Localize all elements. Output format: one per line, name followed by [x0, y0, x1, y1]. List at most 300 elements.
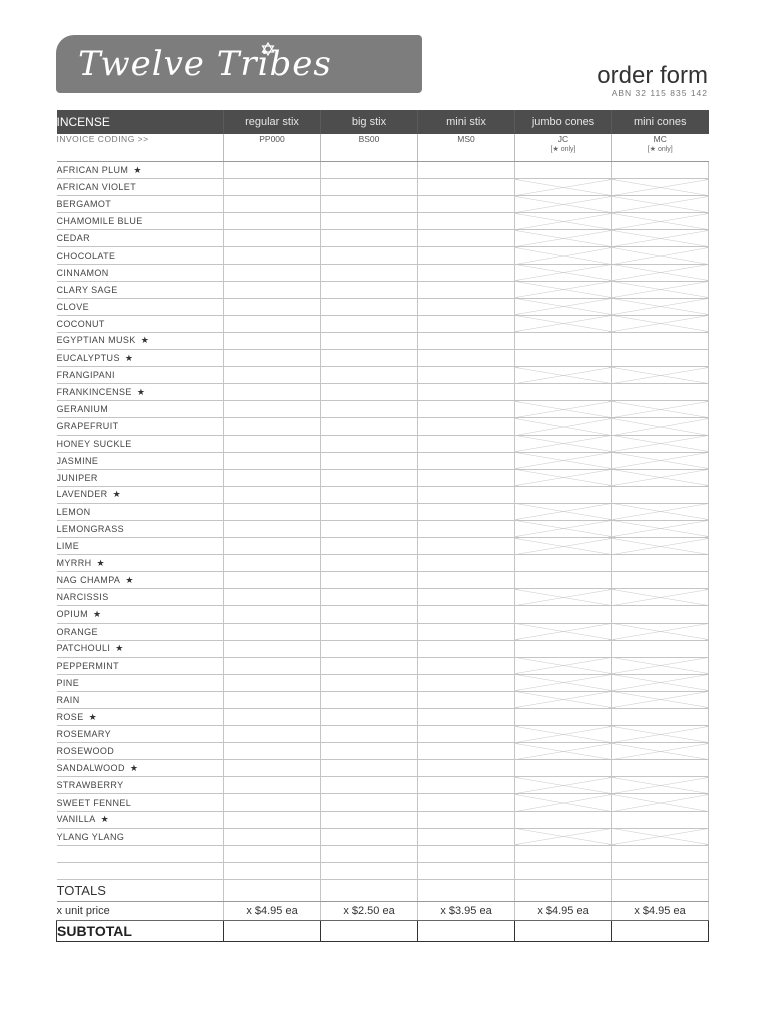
unavailable-cell [612, 367, 709, 384]
quantity-cell[interactable] [224, 503, 321, 520]
quantity-cell[interactable] [321, 469, 418, 486]
quantity-cell[interactable] [418, 520, 515, 537]
star-icon: ★ [125, 574, 134, 585]
table-row [57, 315, 709, 332]
unavailable-cell [515, 298, 612, 315]
quantity-cell[interactable] [224, 640, 321, 657]
quantity-cell[interactable] [224, 760, 321, 777]
quantity-cell[interactable] [612, 486, 709, 503]
quantity-cell[interactable] [224, 247, 321, 264]
quantity-cell[interactable] [418, 589, 515, 606]
quantity-cell[interactable] [612, 555, 709, 572]
quantity-cell[interactable] [612, 606, 709, 623]
total-cell[interactable] [612, 879, 709, 901]
quantity-cell[interactable] [418, 486, 515, 503]
table-row [57, 179, 709, 196]
quantity-cell[interactable] [418, 230, 515, 247]
quantity-cell[interactable] [418, 469, 515, 486]
quantity-cell[interactable] [418, 315, 515, 332]
incense-name: COCONUT [57, 315, 224, 332]
column-header-row [57, 110, 709, 134]
quantity-cell[interactable] [224, 572, 321, 589]
incense-name: CINNAMON [57, 264, 224, 281]
quantity-cell[interactable] [224, 230, 321, 247]
unavailable-cell [515, 435, 612, 452]
quantity-cell[interactable] [224, 196, 321, 213]
unavailable-cell [515, 726, 612, 743]
quantity-cell[interactable] [321, 726, 418, 743]
star-icon: ★ [133, 164, 142, 175]
quantity-cell[interactable] [224, 281, 321, 298]
quantity-cell[interactable] [418, 709, 515, 726]
unavailable-cell [612, 777, 709, 794]
quantity-cell[interactable] [418, 162, 515, 179]
star-icon: ★ [100, 814, 110, 825]
quantity-cell[interactable] [224, 298, 321, 315]
star-icon: ★ [129, 762, 139, 773]
quantity-cell[interactable] [321, 350, 418, 367]
incense-name: CHOCOLATE [57, 247, 224, 264]
unavailable-cell [612, 520, 709, 537]
table-row [57, 794, 709, 811]
quantity-cell[interactable] [321, 828, 418, 845]
invoice-coding-label: INVOICE CODING >> [57, 134, 224, 162]
unit-price: x $3.95 ea [418, 901, 515, 920]
quantity-cell[interactable] [224, 384, 321, 401]
quantity-cell[interactable] [224, 520, 321, 537]
unavailable-cell [515, 623, 612, 640]
quantity-cell[interactable] [321, 315, 418, 332]
quantity-cell[interactable] [224, 332, 321, 349]
incense-name: PEPPERMINT [57, 657, 224, 674]
subtotal-cell[interactable] [612, 920, 709, 941]
quantity-cell[interactable] [224, 674, 321, 691]
quantity-cell[interactable] [224, 777, 321, 794]
table-row [57, 623, 709, 640]
unavailable-cell [515, 828, 612, 845]
quantity-cell[interactable] [321, 862, 418, 879]
quantity-cell[interactable] [224, 367, 321, 384]
table-row [57, 657, 709, 674]
quantity-cell[interactable] [515, 332, 612, 349]
quantity-cell[interactable] [418, 555, 515, 572]
quantity-cell[interactable] [612, 811, 709, 828]
quantity-cell[interactable] [515, 350, 612, 367]
unavailable-cell [612, 743, 709, 760]
quantity-cell[interactable] [321, 247, 418, 264]
quantity-cell[interactable] [612, 162, 709, 179]
subtotal-cell[interactable] [515, 920, 612, 941]
quantity-cell[interactable] [321, 845, 418, 862]
table-row [57, 777, 709, 794]
quantity-cell[interactable] [224, 486, 321, 503]
quantity-cell[interactable] [321, 640, 418, 657]
quantity-cell[interactable] [418, 691, 515, 708]
quantity-cell[interactable] [418, 777, 515, 794]
unavailable-cell [612, 691, 709, 708]
incense-name: SANDALWOOD ★ [57, 760, 224, 777]
unavailable-cell [612, 213, 709, 230]
incense-name: GRAPEFRUIT [57, 418, 224, 435]
unavailable-cell [612, 538, 709, 555]
incense-name [57, 845, 224, 862]
table-row [57, 213, 709, 230]
unavailable-cell [515, 538, 612, 555]
unavailable-cell [515, 213, 612, 230]
quantity-cell[interactable] [418, 264, 515, 281]
star-of-david-icon [261, 42, 275, 56]
column-header: mini stix [418, 110, 515, 134]
quantity-cell[interactable] [224, 589, 321, 606]
quantity-cell[interactable] [321, 332, 418, 349]
unavailable-cell [612, 589, 709, 606]
incense-name: LIME [57, 538, 224, 555]
table-row [57, 350, 709, 367]
quantity-cell[interactable] [418, 350, 515, 367]
quantity-cell[interactable] [224, 315, 321, 332]
quantity-cell[interactable] [418, 435, 515, 452]
quantity-cell[interactable] [515, 486, 612, 503]
quantity-cell[interactable] [321, 418, 418, 435]
quantity-cell[interactable] [418, 384, 515, 401]
quantity-cell[interactable] [224, 726, 321, 743]
quantity-cell[interactable] [612, 572, 709, 589]
quantity-cell[interactable] [321, 777, 418, 794]
quantity-cell[interactable] [224, 862, 321, 879]
column-header: mini cones [612, 110, 709, 134]
subtotal-cell[interactable] [224, 920, 321, 941]
incense-name: NARCISSIS [57, 589, 224, 606]
quantity-cell[interactable] [515, 572, 612, 589]
unavailable-cell [612, 469, 709, 486]
quantity-cell[interactable] [418, 657, 515, 674]
unit-price-row [57, 901, 709, 920]
unavailable-cell [612, 623, 709, 640]
incense-name: CLARY SAGE [57, 281, 224, 298]
totals-label: TOTALS [57, 879, 224, 901]
quantity-cell[interactable] [321, 606, 418, 623]
incense-name: FRANGIPANI [57, 367, 224, 384]
quantity-cell[interactable] [321, 435, 418, 452]
unavailable-cell [515, 452, 612, 469]
quantity-cell[interactable] [321, 811, 418, 828]
section-label: INCENSE [57, 110, 224, 134]
quantity-cell[interactable] [612, 845, 709, 862]
quantity-cell[interactable] [321, 298, 418, 315]
quantity-cell[interactable] [418, 367, 515, 384]
subtotal-label: SUBTOTAL [57, 920, 224, 941]
quantity-cell[interactable] [321, 162, 418, 179]
quantity-cell[interactable] [321, 230, 418, 247]
quantity-cell[interactable] [612, 709, 709, 726]
incense-name: LEMONGRASS [57, 520, 224, 537]
quantity-cell[interactable] [515, 162, 612, 179]
quantity-cell[interactable] [418, 452, 515, 469]
unavailable-cell [612, 503, 709, 520]
quantity-cell[interactable] [418, 862, 515, 879]
quantity-cell[interactable] [418, 743, 515, 760]
table-row [57, 760, 709, 777]
quantity-cell[interactable] [321, 281, 418, 298]
quantity-cell[interactable] [224, 452, 321, 469]
table-row [57, 247, 709, 264]
quantity-cell[interactable] [321, 709, 418, 726]
quantity-cell[interactable] [418, 179, 515, 196]
total-cell[interactable] [321, 879, 418, 901]
incense-name: NAG CHAMPA ★ [57, 572, 224, 589]
quantity-cell[interactable] [224, 435, 321, 452]
quantity-cell[interactable] [321, 452, 418, 469]
quantity-cell[interactable] [321, 674, 418, 691]
incense-name: SWEET FENNEL [57, 794, 224, 811]
star-icon: ★ [140, 335, 150, 346]
incense-name: YLANG YLANG [57, 828, 224, 845]
quantity-cell[interactable] [418, 640, 515, 657]
table-row [57, 589, 709, 606]
star-icon: ★ [136, 386, 146, 397]
incense-name: LEMON [57, 503, 224, 520]
invoice-code: PP000 [224, 134, 321, 162]
quantity-cell[interactable] [612, 760, 709, 777]
quantity-cell[interactable] [224, 606, 321, 623]
incense-name: PINE [57, 674, 224, 691]
quantity-cell[interactable] [224, 794, 321, 811]
quantity-cell[interactable] [321, 179, 418, 196]
quantity-cell[interactable] [515, 845, 612, 862]
incense-name: AFRICAN PLUM ★ [57, 162, 224, 179]
total-cell[interactable] [224, 879, 321, 901]
quantity-cell[interactable] [612, 332, 709, 349]
quantity-cell[interactable] [321, 401, 418, 418]
column-header: regular stix [224, 110, 321, 134]
quantity-cell[interactable] [321, 572, 418, 589]
unavailable-cell [515, 589, 612, 606]
table-row [57, 709, 709, 726]
subtotal-cell[interactable] [321, 920, 418, 941]
incense-name: EUCALYPTUS ★ [57, 350, 224, 367]
total-cell[interactable] [418, 879, 515, 901]
unavailable-cell [515, 264, 612, 281]
incense-name: LAVENDER ★ [57, 486, 224, 503]
table-row [57, 726, 709, 743]
unavailable-cell [515, 196, 612, 213]
quantity-cell[interactable] [224, 213, 321, 230]
invoice-code: MC [★ only] [612, 134, 709, 162]
quantity-cell[interactable] [321, 213, 418, 230]
table-row [57, 503, 709, 520]
quantity-cell[interactable] [321, 589, 418, 606]
unavailable-cell [515, 674, 612, 691]
quantity-cell[interactable] [321, 794, 418, 811]
table-row [57, 640, 709, 657]
unavailable-cell [612, 726, 709, 743]
incense-name: FRANKINCENSE ★ [57, 384, 224, 401]
unavailable-cell [515, 179, 612, 196]
unavailable-cell [515, 777, 612, 794]
invoice-coding-row [57, 134, 709, 162]
table-row [57, 384, 709, 401]
quantity-cell[interactable] [321, 657, 418, 674]
quantity-cell[interactable] [612, 350, 709, 367]
quantity-cell[interactable] [321, 486, 418, 503]
quantity-cell[interactable] [224, 538, 321, 555]
table-row [57, 435, 709, 452]
invoice-code: MS0 [418, 134, 515, 162]
quantity-cell[interactable] [224, 418, 321, 435]
incense-name: ROSEMARY [57, 726, 224, 743]
quantity-cell[interactable] [418, 828, 515, 845]
quantity-cell[interactable] [321, 555, 418, 572]
quantity-cell[interactable] [515, 760, 612, 777]
unavailable-cell [515, 315, 612, 332]
quantity-cell[interactable] [515, 709, 612, 726]
quantity-cell[interactable] [224, 691, 321, 708]
quantity-cell[interactable] [321, 623, 418, 640]
quantity-cell[interactable] [321, 503, 418, 520]
star-icon: ★ [112, 489, 122, 500]
quantity-cell[interactable] [515, 640, 612, 657]
incense-name: BERGAMOT [57, 196, 224, 213]
quantity-cell[interactable] [224, 264, 321, 281]
subtotal-row [57, 920, 709, 941]
quantity-cell[interactable] [418, 538, 515, 555]
quantity-cell[interactable] [224, 555, 321, 572]
quantity-cell[interactable] [321, 384, 418, 401]
star-icon: ★ [124, 352, 134, 363]
incense-name [57, 862, 224, 879]
table-row [57, 572, 709, 589]
unavailable-cell [515, 743, 612, 760]
star-only-note: [★ only] [647, 146, 673, 153]
table-row [57, 555, 709, 572]
quantity-cell[interactable] [321, 196, 418, 213]
quantity-cell[interactable] [224, 469, 321, 486]
quantity-cell[interactable] [321, 520, 418, 537]
quantity-cell[interactable] [418, 418, 515, 435]
quantity-cell[interactable] [612, 640, 709, 657]
quantity-cell[interactable] [418, 623, 515, 640]
quantity-cell[interactable] [418, 606, 515, 623]
quantity-cell[interactable] [418, 196, 515, 213]
star-only-note: [★ only] [550, 146, 576, 153]
quantity-cell[interactable] [418, 401, 515, 418]
incense-name: ROSEWOOD [57, 743, 224, 760]
unavailable-cell [612, 657, 709, 674]
unit-price: x $4.95 ea [612, 901, 709, 920]
table-row [57, 332, 709, 349]
quantity-cell[interactable] [224, 811, 321, 828]
quantity-cell[interactable] [321, 743, 418, 760]
incense-name: OPIUM ★ [57, 606, 224, 623]
table-row [57, 743, 709, 760]
unavailable-cell [515, 281, 612, 298]
unavailable-cell [515, 657, 612, 674]
quantity-cell[interactable] [612, 862, 709, 879]
quantity-cell[interactable] [224, 623, 321, 640]
totals-row [57, 879, 709, 901]
incense-name: STRAWBERRY [57, 777, 224, 794]
quantity-cell[interactable] [418, 332, 515, 349]
quantity-cell[interactable] [418, 794, 515, 811]
unavailable-cell [612, 452, 709, 469]
quantity-cell[interactable] [321, 691, 418, 708]
quantity-cell[interactable] [224, 401, 321, 418]
incense-name: AFRICAN VIOLET [57, 179, 224, 196]
quantity-cell[interactable] [515, 606, 612, 623]
quantity-cell[interactable] [515, 384, 612, 401]
incense-name: CEDAR [57, 230, 224, 247]
table-row [57, 401, 709, 418]
quantity-cell[interactable] [321, 367, 418, 384]
unavailable-cell [612, 230, 709, 247]
quantity-cell[interactable] [321, 538, 418, 555]
unavailable-cell [515, 520, 612, 537]
quantity-cell[interactable] [418, 213, 515, 230]
table-row [57, 862, 709, 879]
quantity-cell[interactable] [515, 811, 612, 828]
quantity-cell[interactable] [321, 264, 418, 281]
quantity-cell[interactable] [321, 760, 418, 777]
subtotal-cell[interactable] [418, 920, 515, 941]
quantity-cell[interactable] [418, 726, 515, 743]
quantity-cell[interactable] [418, 674, 515, 691]
quantity-cell[interactable] [224, 709, 321, 726]
quantity-cell[interactable] [224, 828, 321, 845]
quantity-cell[interactable] [224, 162, 321, 179]
incense-name: ROSE ★ [57, 709, 224, 726]
quantity-cell[interactable] [612, 384, 709, 401]
quantity-cell[interactable] [418, 760, 515, 777]
unavailable-cell [612, 196, 709, 213]
table-row [57, 452, 709, 469]
table-row [57, 538, 709, 555]
quantity-cell[interactable] [515, 555, 612, 572]
incense-name: EGYPTIAN MUSK ★ [57, 332, 224, 349]
quantity-cell[interactable] [224, 179, 321, 196]
quantity-cell[interactable] [224, 657, 321, 674]
quantity-cell[interactable] [418, 811, 515, 828]
star-icon: ★ [115, 643, 124, 654]
table-row [57, 828, 709, 845]
table-row [57, 811, 709, 828]
quantity-cell[interactable] [418, 503, 515, 520]
quantity-cell[interactable] [418, 281, 515, 298]
invoice-code: JC [★ only] [515, 134, 612, 162]
table-row [57, 298, 709, 315]
quantity-cell[interactable] [418, 247, 515, 264]
quantity-cell[interactable] [418, 572, 515, 589]
unavailable-cell [612, 179, 709, 196]
quantity-cell[interactable] [418, 298, 515, 315]
unavailable-cell [612, 264, 709, 281]
table-row [57, 674, 709, 691]
table-row [57, 281, 709, 298]
table-row [57, 606, 709, 623]
unavailable-cell [612, 247, 709, 264]
abn-number: ABN 32 115 835 142 [611, 88, 708, 98]
unavailable-cell [515, 503, 612, 520]
quantity-cell[interactable] [418, 845, 515, 862]
quantity-cell[interactable] [515, 862, 612, 879]
column-header: jumbo cones [515, 110, 612, 134]
quantity-cell[interactable] [224, 743, 321, 760]
quantity-cell[interactable] [224, 350, 321, 367]
unit-price-label: x unit price [57, 901, 224, 920]
total-cell[interactable] [515, 879, 612, 901]
unavailable-cell [515, 794, 612, 811]
invoice-code: BS00 [321, 134, 418, 162]
quantity-cell[interactable] [224, 845, 321, 862]
